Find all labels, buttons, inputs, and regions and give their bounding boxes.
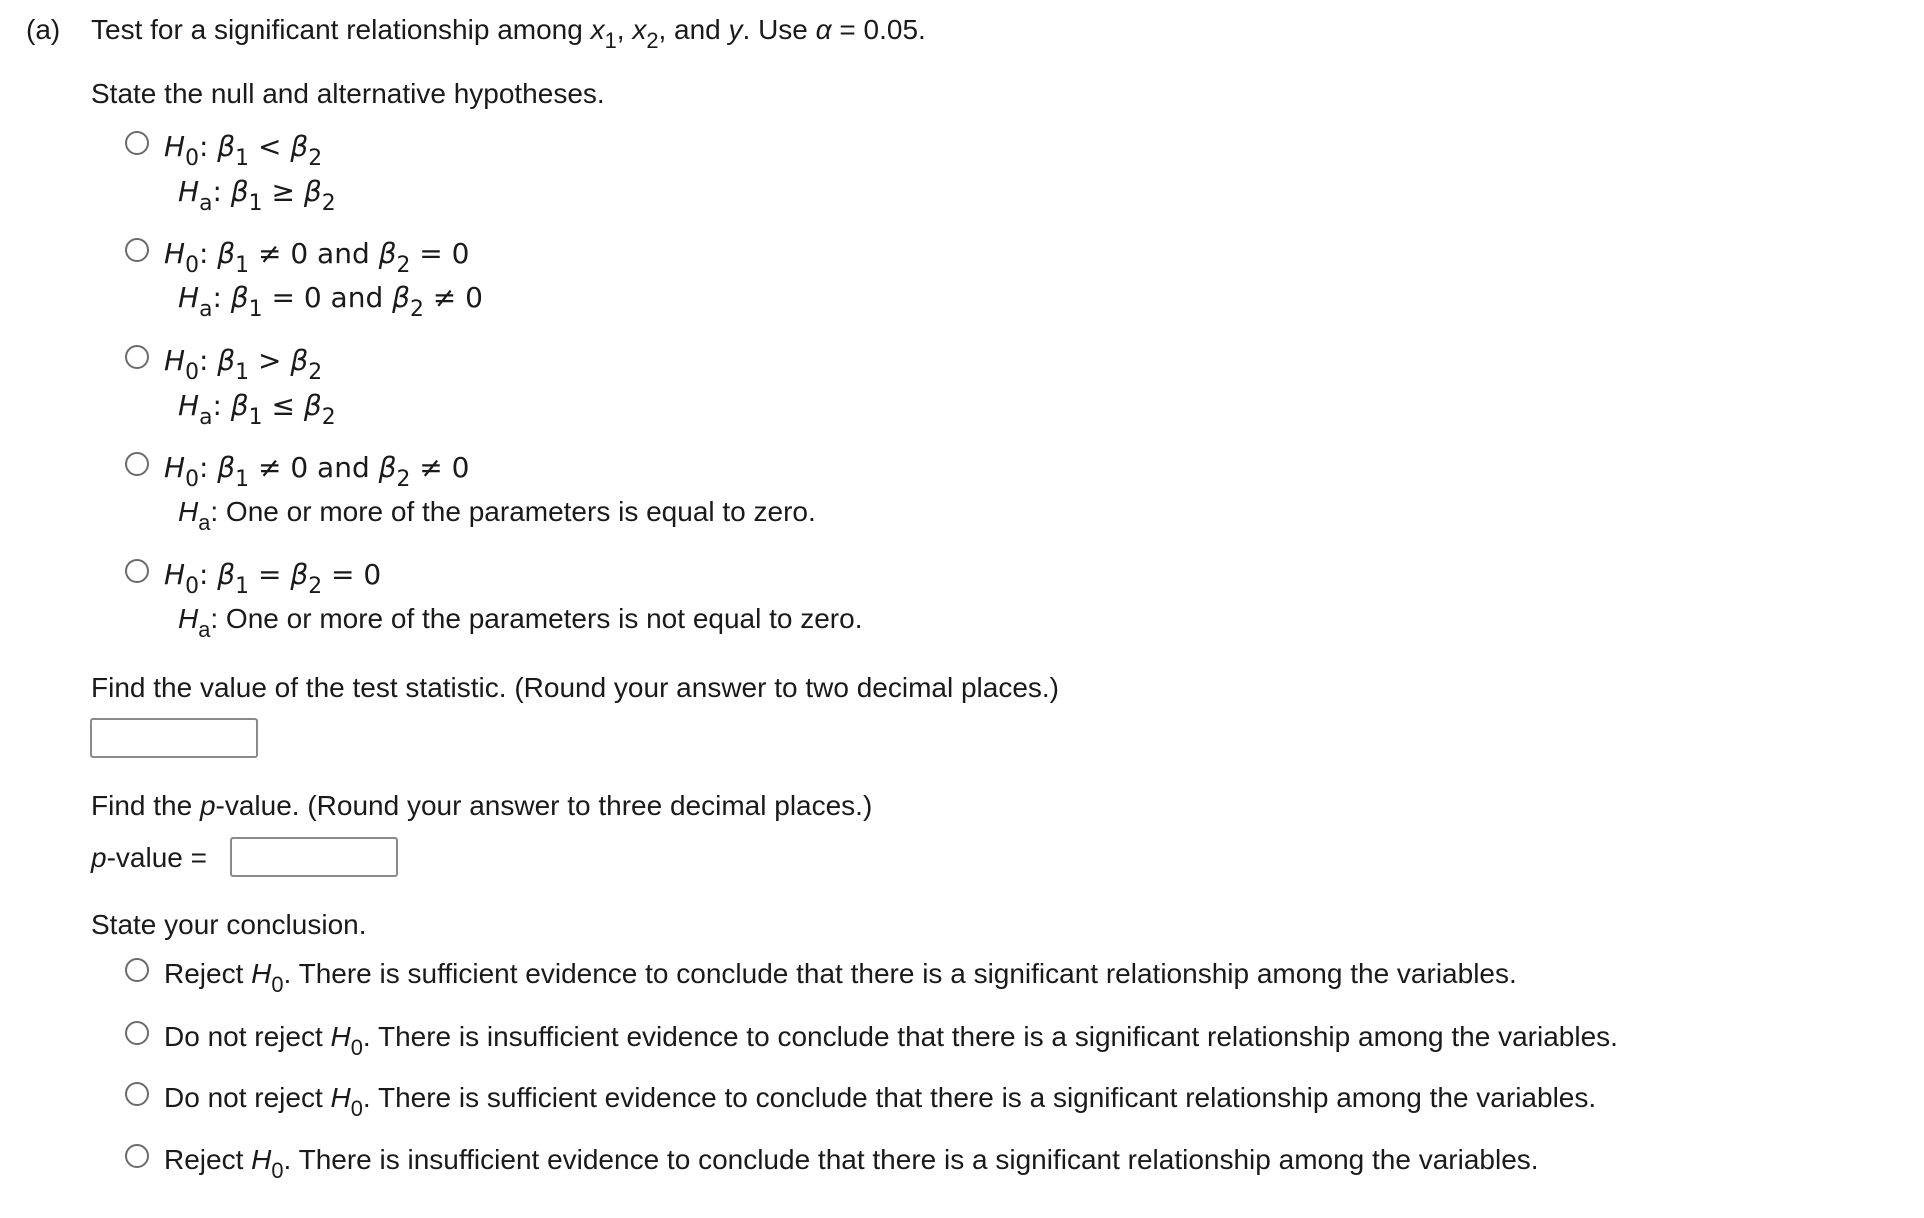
hypothesis-option-4-ha: $H_a$: One or more of the parameters is equal to zero. bbox=[178, 496, 816, 536]
hypotheses-prompt: State the null and alternative hypotheses. bbox=[91, 78, 605, 109]
conclusion-option-4-radio[interactable] bbox=[125, 1144, 149, 1168]
p-value-input[interactable] bbox=[230, 837, 398, 877]
conclusion-option-2-text: Do not reject $H_0$. There is insufficient evidence to conclude that there is a significant relationship among the variables. bbox=[164, 1021, 1618, 1061]
hypothesis-option-1-radio[interactable] bbox=[125, 131, 149, 155]
hypothesis-option-3-h0: $H_0$: $\beta_1 > \beta_2$ bbox=[164, 344, 323, 386]
conclusion-option-4-text: Reject $H_0$. There is insufficient evidence to conclude that there is a significant relationship among the variables. bbox=[164, 1144, 1539, 1184]
hypothesis-option-2-radio[interactable] bbox=[125, 238, 149, 262]
hypothesis-option-4-radio[interactable] bbox=[125, 452, 149, 476]
conclusion-option-1-radio[interactable] bbox=[125, 958, 149, 982]
test-statistic-prompt: Find the value of the test statistic. (Round your answer to two decimal places.) bbox=[91, 672, 1060, 703]
hypothesis-option-4-h0: $H_0$: $\beta_1 \ne 0$ and $\beta_2 \ne 0$ bbox=[164, 451, 470, 493]
hypothesis-option-1-ha: $H_a$: $\beta_1 \ge \beta_2$ bbox=[178, 175, 336, 217]
hypothesis-option-1-h0: $H_0$: $\beta_1 < \beta_2$ bbox=[164, 130, 323, 172]
hypothesis-option-3-ha: $H_a$: $\beta_1 \le \beta_2$ bbox=[178, 389, 336, 431]
conclusion-prompt: State your conclusion. bbox=[91, 909, 367, 940]
hypothesis-option-5-radio[interactable] bbox=[125, 559, 149, 583]
hypothesis-option-5-h0: $H_0$: $\beta_1 = \beta_2 = 0$ bbox=[164, 558, 382, 600]
conclusion-option-1-text: Reject $H_0$. There is sufficient evidence to conclude that there is a significant relationship among the variables. bbox=[164, 958, 1517, 998]
hypothesis-option-3-radio[interactable] bbox=[125, 345, 149, 369]
question-intro: Test for a significant relationship among $x_1$, $x_2$, and y. Use α = 0.05. bbox=[91, 14, 926, 54]
p-value-label: p-value = bbox=[91, 842, 207, 873]
conclusion-option-2-radio[interactable] bbox=[125, 1021, 149, 1045]
conclusion-option-3-text: Do not reject $H_0$. There is sufficient evidence to conclude that there is a significant relationship among the variables. bbox=[164, 1082, 1597, 1122]
test-statistic-input[interactable] bbox=[90, 718, 258, 758]
hypothesis-option-2-h0: $H_0$: $\beta_1 \ne 0$ and $\beta_2 = 0$ bbox=[164, 237, 470, 279]
p-value-prompt: Find the p-value. (Round your answer to three decimal places.) bbox=[91, 790, 873, 821]
conclusion-option-3-radio[interactable] bbox=[125, 1082, 149, 1106]
part-label: (a) bbox=[26, 14, 61, 45]
hypothesis-option-5-ha: $H_a$: One or more of the parameters is not equal to zero. bbox=[178, 603, 863, 643]
hypothesis-option-2-ha: $H_a$: $\beta_1 = 0$ and $\beta_2 \ne 0$ bbox=[178, 281, 483, 323]
